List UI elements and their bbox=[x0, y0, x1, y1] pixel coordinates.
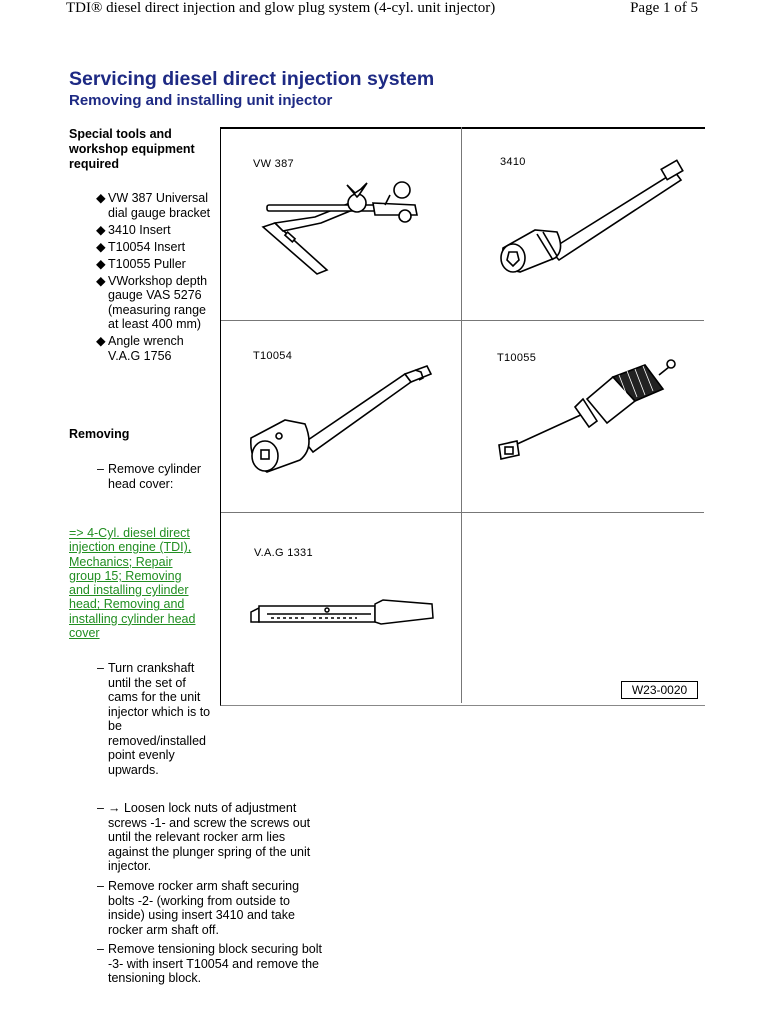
insert-3410-icon bbox=[495, 160, 695, 285]
bullet-icon: ◆ bbox=[96, 273, 106, 288]
tool-item bbox=[96, 334, 211, 363]
repair-group-link[interactable]: => 4-Cyl. diesel direct injection engine (TDI), Mechanics; Repair group 15; Removing and installing cylinder head; Removing and installing cylinder head cover bbox=[69, 526, 196, 641]
bullet-icon: ◆ bbox=[96, 334, 106, 348]
step-remove-cover bbox=[97, 462, 208, 491]
tool-label-t10054: T10054 bbox=[253, 350, 293, 362]
dash-icon: – bbox=[97, 462, 104, 476]
document-title: TDI® diesel direct injection and glow plug system (4-cyl. unit injector) bbox=[66, 0, 496, 16]
step-text: Remove tensioning block securing bolt -3- with insert T10054 and remove the tensioning block. bbox=[108, 942, 323, 985]
dash-icon: – bbox=[97, 942, 104, 956]
tool-label: T10055 Puller bbox=[108, 256, 186, 271]
tool-label-vag1331: V.A.G 1331 bbox=[254, 547, 313, 559]
tool-item bbox=[96, 223, 211, 238]
page-number: Page 1 of 5 bbox=[630, 0, 698, 16]
step-loosen-nuts bbox=[97, 801, 328, 874]
special-tools-heading: Special tools and workshop equipment required bbox=[69, 127, 195, 171]
bullet-icon: ◆ bbox=[96, 222, 106, 237]
tool-item bbox=[96, 191, 211, 220]
page-header bbox=[0, 0, 768, 28]
dial-gauge-bracket-icon bbox=[255, 175, 435, 280]
step-text: Remove cylinder head cover: bbox=[108, 462, 202, 491]
tool-label: 3410 Insert bbox=[108, 222, 171, 237]
bullet-icon: ◆ bbox=[96, 239, 106, 254]
bullet-icon: ◆ bbox=[96, 191, 106, 205]
step-text: Remove rocker arm shaft securing bolts -2- (working from outside to inside) using insert 3410 and take rocker arm shaft off. bbox=[108, 879, 300, 937]
tool-item bbox=[96, 257, 211, 272]
dash-icon: – bbox=[97, 661, 104, 675]
figure-code-label: W23-0020 bbox=[621, 681, 698, 699]
tool-label-vw387: VW 387 bbox=[253, 158, 294, 170]
dash-icon: – bbox=[97, 879, 104, 893]
tool-item bbox=[96, 274, 211, 332]
torque-wrench-icon bbox=[247, 600, 437, 635]
step-turn-crankshaft bbox=[97, 661, 214, 777]
step-text: → Loosen lock nuts of adjustment screws -1- and screw the screws out until the relevant rocker arm lies against the plunger spring of the unit injector. bbox=[108, 801, 311, 873]
figure-divider bbox=[221, 512, 704, 513]
tool-label: T10054 Insert bbox=[108, 239, 186, 254]
figure-divider bbox=[221, 320, 704, 321]
tools-list bbox=[96, 191, 211, 366]
tool-label: VW 387 Universal dial gauge bracket bbox=[108, 191, 211, 220]
puller-t10055-icon bbox=[495, 355, 685, 470]
figure-divider bbox=[461, 127, 462, 703]
removing-heading: Removing bbox=[69, 427, 130, 441]
page-title: Servicing diesel direct injection system bbox=[69, 68, 435, 90]
step-remove-rocker-shaft bbox=[97, 879, 323, 937]
tool-item bbox=[96, 240, 211, 255]
bullet-icon: ◆ bbox=[96, 256, 106, 271]
step-text: Turn crankshaft until the set of cams for the unit injector which is to be removed/installed point evenly upwards. bbox=[108, 661, 211, 777]
tool-label: Angle wrench V.A.G 1756 bbox=[108, 334, 184, 363]
tool-label-t10055: T10055 bbox=[497, 352, 537, 364]
insert-t10054-icon bbox=[245, 362, 435, 482]
tool-label-3410: 3410 bbox=[500, 156, 526, 168]
tool-label: VWorkshop depth gauge VAS 5276 (measuring range at least 400 mm) bbox=[108, 273, 208, 331]
dash-icon: – bbox=[97, 801, 104, 815]
page-subtitle: Removing and installing unit injector bbox=[69, 92, 333, 109]
step-remove-tension-block bbox=[97, 942, 323, 986]
